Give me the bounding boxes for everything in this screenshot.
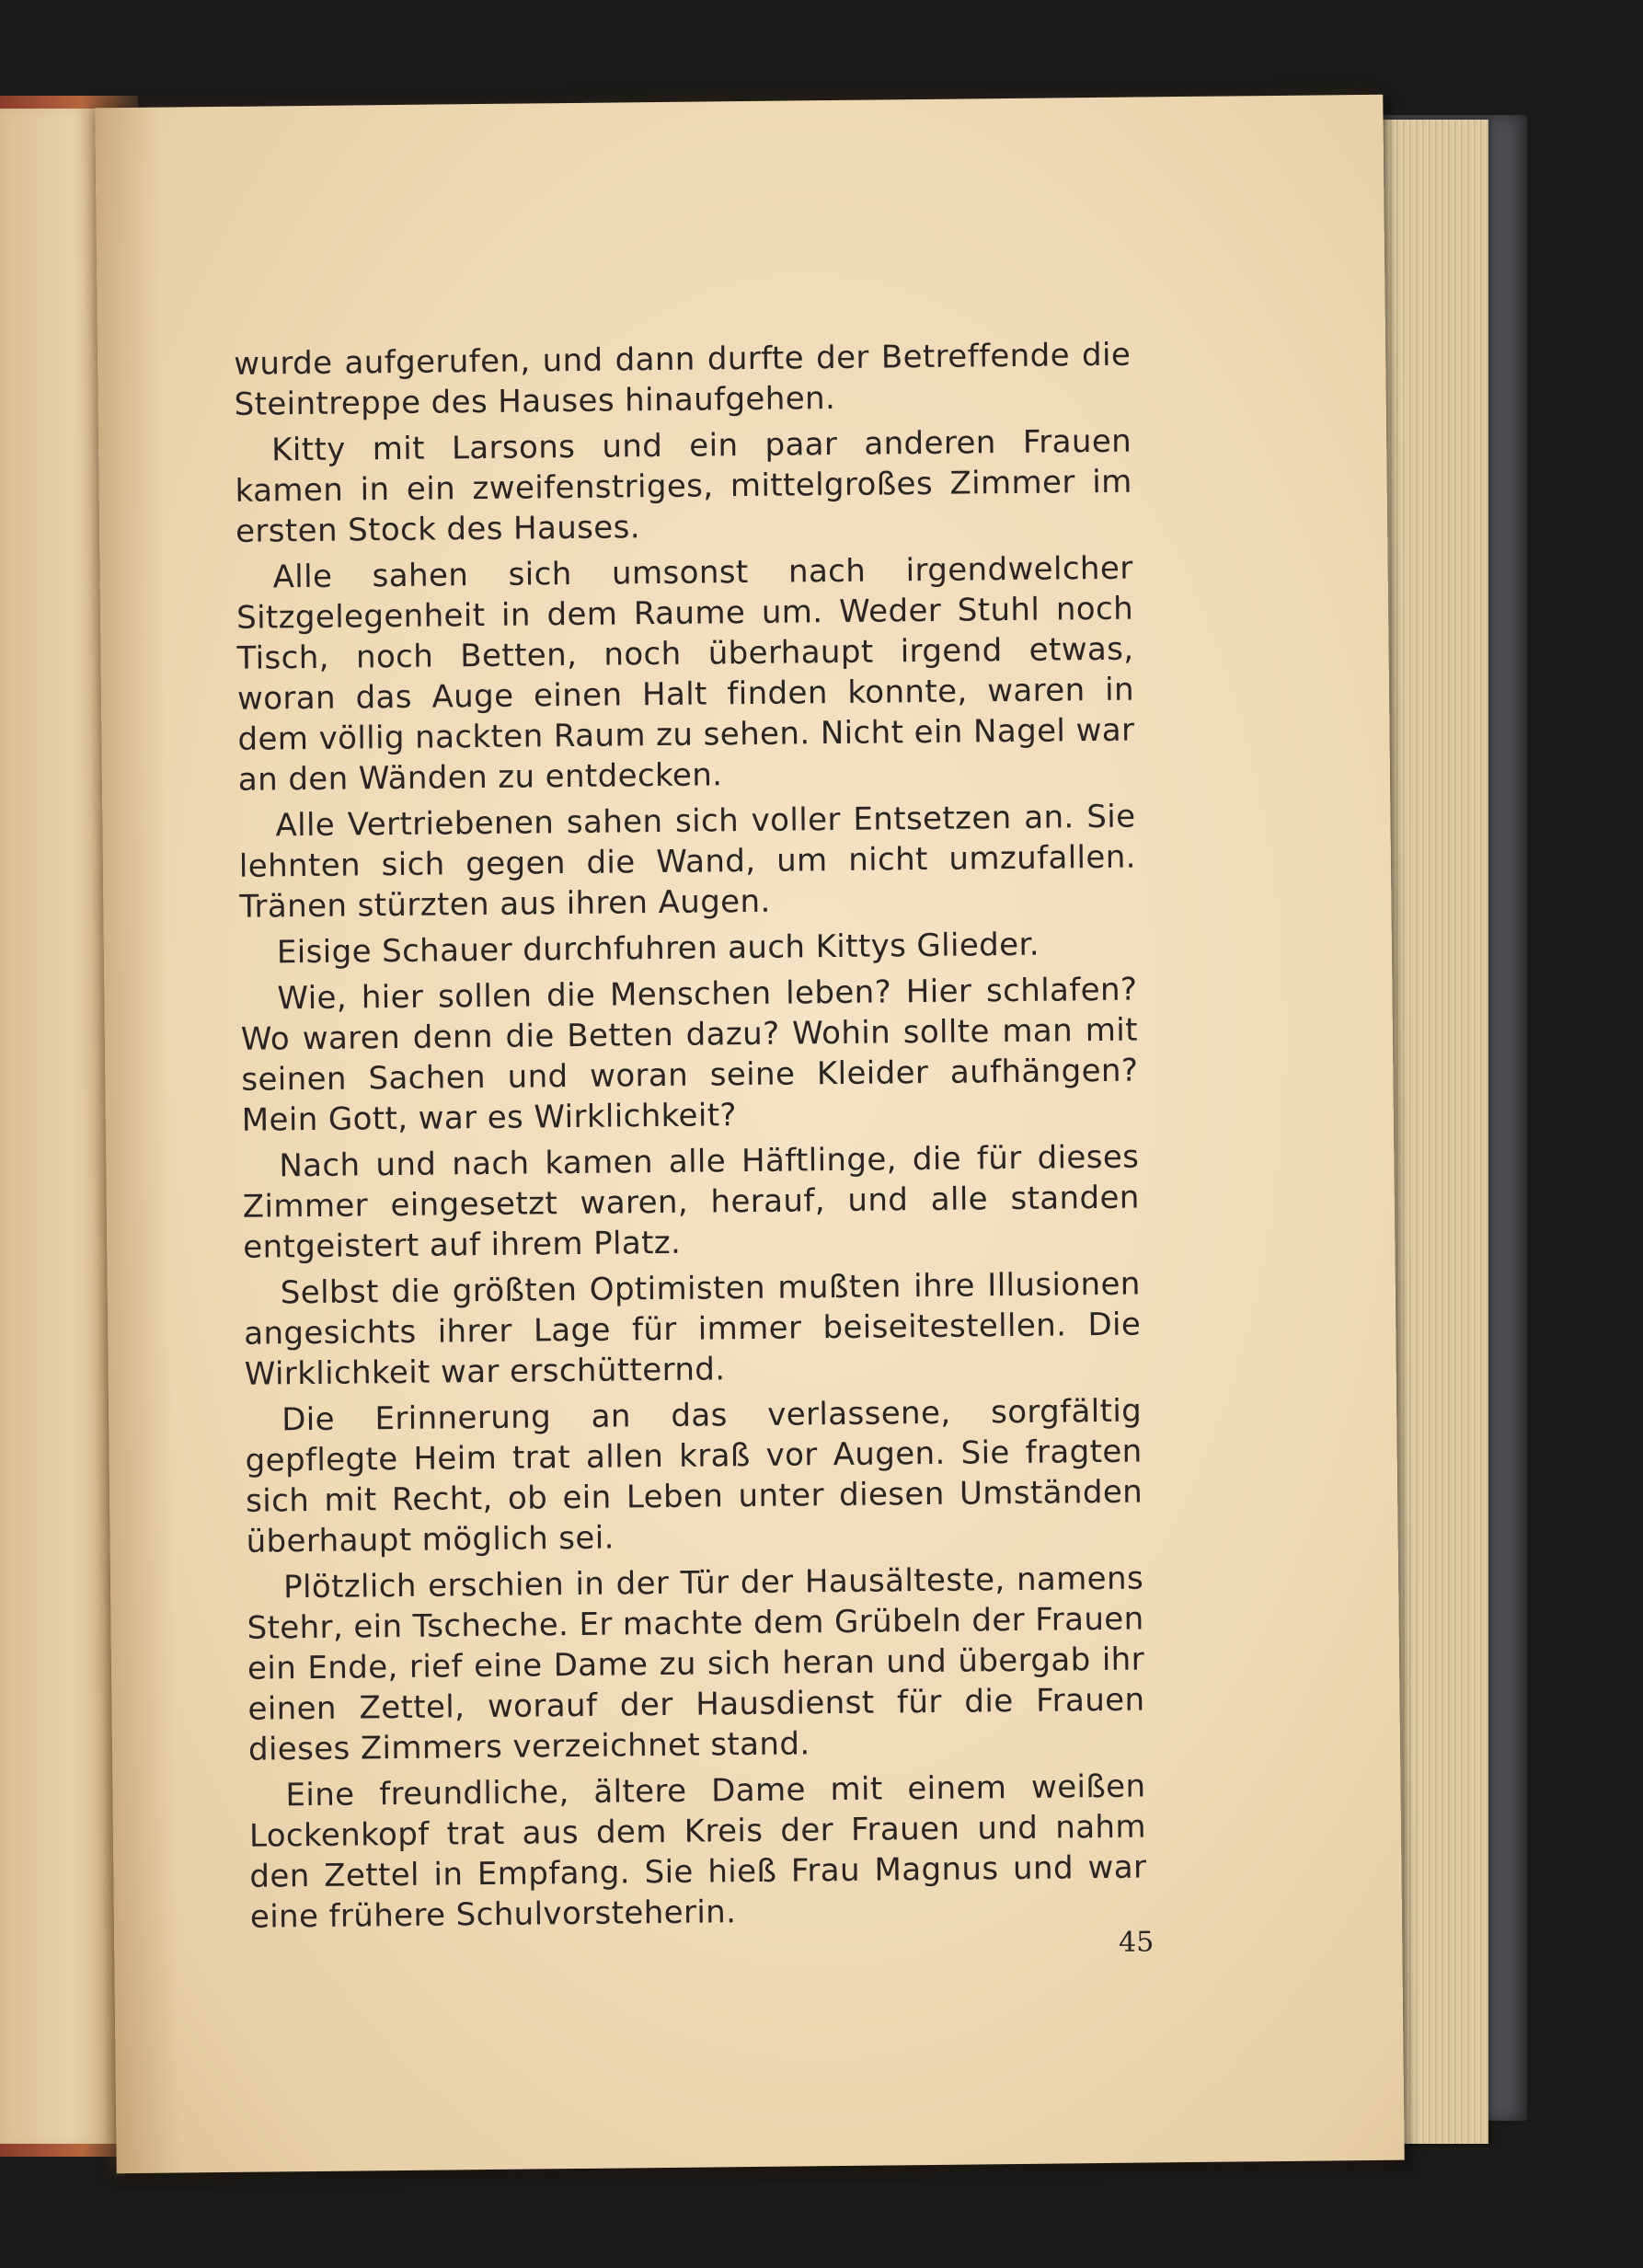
page-number: 45 [1118,1926,1155,1959]
paragraph: Eisige Schauer durchfuhren auch Kittys Glieder. [276,926,1040,972]
paragraph: Eine freundliche, ältere Dame mit einem weißen Lockenkopf trat aus dem Kreis der Frauen und nahm den Zettel in Empfang. Sie hieß Frau Magnus und war eine frühere Schulvorsteherin. [248,1767,1147,1936]
paragraph: Kitty mit Larsons und ein paar anderen Frauen kamen in ein zweifenstriges, mittelgroßes Zimmer im ersten Stock des Hauses. [235,422,1132,550]
paragraph: wurde aufgerufen, und dann durfte der Betreffende die Steintreppe des Hauses hinaufgehen. [233,336,1132,423]
paragraph: Alle sahen sich umsonst nach irgendwelcher Sitzgelegenheit in dem Raume um. Weder Stuhl noch Tisch, noch Betten, noch überhaupt irgend etwas, woran das Auge einen Halt finden konnte, waren in dem völlig nackten Raum zu sehen. Nicht ein Nagel war an den Wänden zu entdecken. [236,549,1135,799]
paragraph: Plötzlich erschien in der Tür der Hausälteste, namens Stehr, ein Tscheche. Er machte dem Grübeln der Frauen ein Ende, rief eine Dame zu sich heran und übergab ihr einen Zettel, worauf der Hausdienst für die Frauen dieses Zimmers verzeichnet stand. [247,1560,1145,1768]
paragraph: Alle Vertriebenen sahen sich voller Entsetzen an. Sie lehnten sich gegen die Wand, um nicht umzufallen. Tränen stürzten aus ihren Augen. [238,798,1137,926]
paragraph: Selbst die größten Optimisten mußten ihre Illusionen angesichts ihrer Lage für immer beiseitestellen. Die Wirklichkeit war erschütternd. [244,1265,1142,1393]
paragraph: Wie, hier sollen die Menschen leben? Hier schlafen? Wo waren denn die Betten dazu? Wohin sollte man mit seinen Sachen und woran seine Kleider aufhängen? Mein Gott, war es Wirklichkeit? [240,971,1139,1139]
left-headband [0,96,138,109]
book-page [95,95,1404,2174]
body-text [234,335,1147,1943]
paragraph: Nach und nach kamen alle Häftlinge, die für dieses Zimmer eingesetzt waren, herauf, und alle standen entgeistert auf ihrem Platz. [242,1138,1140,1266]
paragraph: Die Erinnerung an das verlassene, sorgfältig gepflegte Heim trat allen kraß vor Augen. Sie fragten sich mit Recht, ob ein Leben unter diesen Umständen überhaupt möglich sei. [245,1392,1143,1560]
